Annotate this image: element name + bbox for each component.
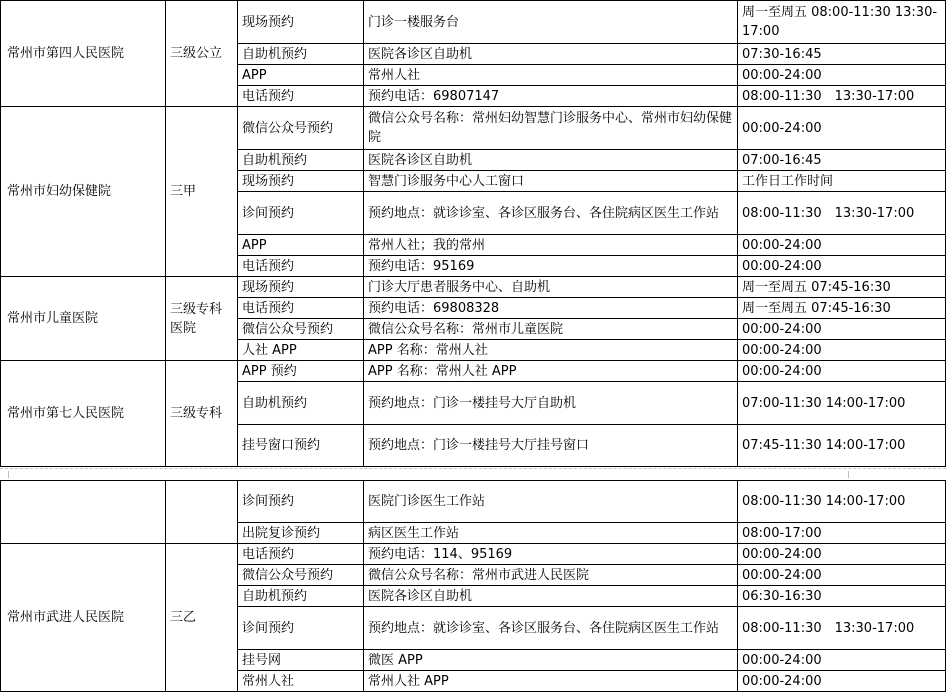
method-cell: 自助机预约 bbox=[238, 382, 364, 425]
detail-cell: 预约电话：114、95169 bbox=[364, 544, 738, 565]
time-cell: 07:45-11:30 14:00-17:00 bbox=[738, 425, 946, 467]
table-row bbox=[1, 361, 946, 382]
method-cell: 微信公众号预约 bbox=[238, 107, 364, 150]
time-cell: 07:00-16:45 bbox=[738, 150, 946, 171]
hospital-level: 三乙 bbox=[166, 544, 238, 692]
method-cell: 电话预约 bbox=[238, 86, 364, 107]
method-cell: 微信公众号预约 bbox=[238, 565, 364, 586]
detail-cell: 预约地点：门诊一楼挂号大厅挂号窗口 bbox=[364, 425, 738, 467]
method-cell: 诊间预约 bbox=[238, 607, 364, 650]
method-cell: 电话预约 bbox=[238, 256, 364, 277]
detail-cell: 预约地点：门诊一楼挂号大厅自助机 bbox=[364, 382, 738, 425]
time-cell: 00:00-24:00 bbox=[738, 544, 946, 565]
time-cell: 08:00-17:00 bbox=[738, 523, 946, 544]
time-cell: 00:00-24:00 bbox=[738, 361, 946, 382]
detail-cell: 医院门诊医生工作站 bbox=[364, 481, 738, 523]
method-cell: 诊间预约 bbox=[238, 192, 364, 235]
detail-cell: 常州人社；我的常州 bbox=[364, 235, 738, 256]
time-cell: 周一至周五 07:45-16:30 bbox=[738, 298, 946, 319]
hospital-name: 常州市儿童医院 bbox=[1, 277, 166, 361]
detail-cell: APP 名称：常州人社 bbox=[364, 340, 738, 361]
time-cell: 周一至周五 07:45-16:30 bbox=[738, 277, 946, 298]
hospital-name: 常州市武进人民医院 bbox=[1, 544, 166, 692]
hospital-name: 常州市第七人民医院 bbox=[1, 361, 166, 467]
method-cell: APP bbox=[238, 65, 364, 86]
detail-cell: 预约地点：就诊诊室、各诊区服务台、各住院病区医生工作站 bbox=[364, 192, 738, 235]
detail-cell: 医院各诊区自助机 bbox=[364, 586, 738, 607]
time-cell: 08:00-11:30 13:30-17:00 bbox=[738, 607, 946, 650]
hospital-name: 常州市第四人民医院 bbox=[1, 1, 166, 107]
detail-cell: 预约电话：69808328 bbox=[364, 298, 738, 319]
detail-cell: 门诊大厅患者服务中心、自助机 bbox=[364, 277, 738, 298]
method-cell: 现场预约 bbox=[238, 1, 364, 44]
detail-cell: APP 名称：常州人社 APP bbox=[364, 361, 738, 382]
appointment-table-bottom bbox=[0, 480, 946, 692]
method-cell: 挂号窗口预约 bbox=[238, 425, 364, 467]
method-cell: 自助机预约 bbox=[238, 44, 364, 65]
detail-cell: 微信公众号名称：常州市武进人民医院 bbox=[364, 565, 738, 586]
time-cell: 00:00-24:00 bbox=[738, 256, 946, 277]
page-break-mark bbox=[8, 471, 9, 478]
detail-cell: 预约电话：69807147 bbox=[364, 86, 738, 107]
detail-cell: 微信公众号名称：常州市儿童医院 bbox=[364, 319, 738, 340]
detail-cell: 预约地点：就诊诊室、各诊区服务台、各住院病区医生工作站 bbox=[364, 607, 738, 650]
hospital-level-continued bbox=[166, 481, 238, 544]
method-cell: 出院复诊预约 bbox=[238, 523, 364, 544]
time-cell: 工作日工作时间 bbox=[738, 171, 946, 192]
detail-cell: 门诊一楼服务台 bbox=[364, 1, 738, 44]
hospital-name: 常州市妇幼保健院 bbox=[1, 107, 166, 277]
detail-cell: 常州人社 bbox=[364, 65, 738, 86]
method-cell: APP bbox=[238, 235, 364, 256]
hospital-name-continued bbox=[1, 481, 166, 544]
time-cell: 00:00-24:00 bbox=[738, 65, 946, 86]
detail-cell: 医院各诊区自助机 bbox=[364, 44, 738, 65]
time-cell: 07:00-11:30 14:00-17:00 bbox=[738, 382, 946, 425]
detail-cell: 医院各诊区自助机 bbox=[364, 150, 738, 171]
time-cell: 08:00-11:30 14:00-17:00 bbox=[738, 481, 946, 523]
method-cell: 电话预约 bbox=[238, 298, 364, 319]
time-cell: 00:00-24:00 bbox=[738, 565, 946, 586]
method-cell: APP 预约 bbox=[238, 361, 364, 382]
detail-cell: 预约电话：95169 bbox=[364, 256, 738, 277]
method-cell: 现场预约 bbox=[238, 171, 364, 192]
time-cell: 08:00-11:30 13:30-17:00 bbox=[738, 192, 946, 235]
page-break-mark bbox=[848, 471, 849, 478]
time-cell: 08:00-11:30 13:30-17:00 bbox=[738, 86, 946, 107]
detail-cell: 微医 APP bbox=[364, 650, 738, 671]
table-row bbox=[1, 1, 946, 44]
method-cell: 挂号网 bbox=[238, 650, 364, 671]
detail-cell: 病区医生工作站 bbox=[364, 523, 738, 544]
table-row bbox=[1, 107, 946, 150]
detail-cell: 微信公众号名称：常州妇幼智慧门诊服务中心、常州市妇幼保健院 bbox=[364, 107, 738, 150]
time-cell: 00:00-24:00 bbox=[738, 650, 946, 671]
time-cell: 00:00-24:00 bbox=[738, 340, 946, 361]
detail-cell: 常州人社 APP bbox=[364, 671, 738, 692]
hospital-level: 三级专科 bbox=[166, 361, 238, 467]
hospital-level: 三级公立 bbox=[166, 1, 238, 107]
time-cell: 周一至周五 08:00-11:30 13:30-17:00 bbox=[738, 1, 946, 44]
hospital-level: 三甲 bbox=[166, 107, 238, 277]
method-cell: 自助机预约 bbox=[238, 150, 364, 171]
table-row bbox=[1, 277, 946, 298]
detail-cell: 智慧门诊服务中心人工窗口 bbox=[364, 171, 738, 192]
time-cell: 00:00-24:00 bbox=[738, 235, 946, 256]
method-cell: 自助机预约 bbox=[238, 586, 364, 607]
method-cell: 诊间预约 bbox=[238, 481, 364, 523]
time-cell: 00:00-24:00 bbox=[738, 107, 946, 150]
method-cell: 电话预约 bbox=[238, 544, 364, 565]
time-cell: 00:00-24:00 bbox=[738, 319, 946, 340]
table-row bbox=[1, 544, 946, 565]
table-row bbox=[1, 481, 946, 523]
hospital-level: 三级专科医院 bbox=[166, 277, 238, 361]
time-cell: 06:30-16:30 bbox=[738, 586, 946, 607]
time-cell: 00:00-24:00 bbox=[738, 671, 946, 692]
method-cell: 微信公众号预约 bbox=[238, 319, 364, 340]
method-cell: 人社 APP bbox=[238, 340, 364, 361]
method-cell: 现场预约 bbox=[238, 277, 364, 298]
time-cell: 07:30-16:45 bbox=[738, 44, 946, 65]
method-cell: 常州人社 bbox=[238, 671, 364, 692]
